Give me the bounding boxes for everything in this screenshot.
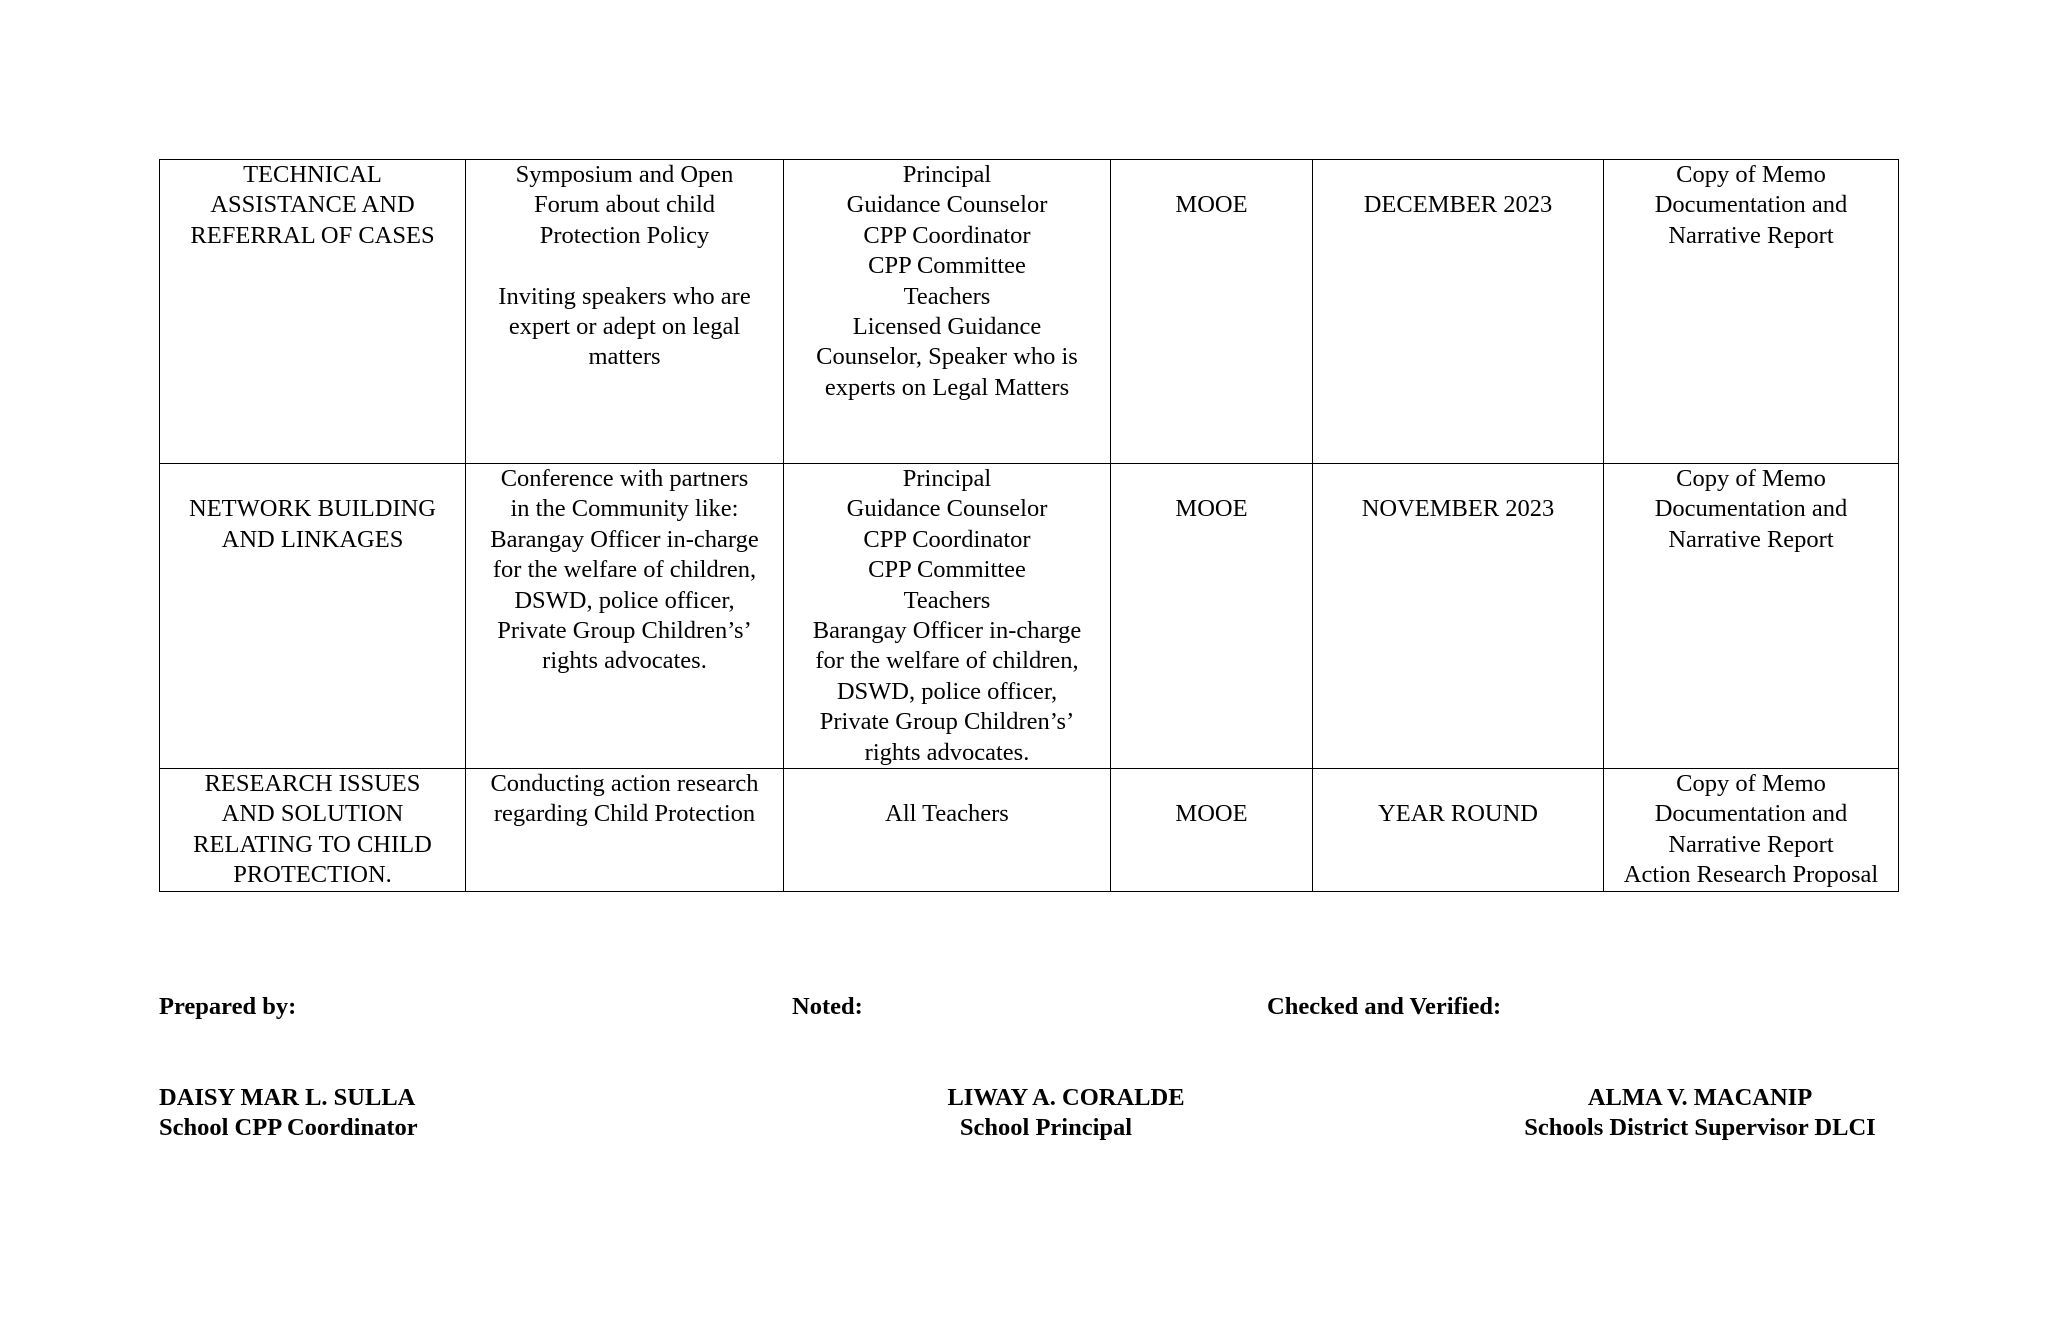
persons-involved-cell: All Teachers — [784, 769, 1111, 892]
signatory-name: DAISY MAR L. SULLA — [159, 1084, 416, 1111]
area-cell: NETWORK BUILDING AND LINKAGES — [160, 464, 466, 769]
signatory-title: School CPP Coordinator — [159, 1114, 418, 1142]
activity-cell: Conducting action research regarding Child Protection — [466, 769, 784, 892]
action-plan-table — [159, 159, 1899, 892]
persons-involved-cell: Principal Guidance Counselor CPP Coordinator CPP Committee Teachers Barangay Officer in-charge for the welfare of children, DSWD, police officer, Private Group Children’s’ rights advocates. — [784, 464, 1111, 769]
area-cell: RESEARCH ISSUES AND SOLUTION RELATING TO CHILD PROTECTION. — [160, 769, 466, 892]
signatory-title: School Principal — [959, 1114, 1133, 1142]
fund-source-cell: MOOE — [1111, 160, 1313, 464]
fund-source-cell: MOOE — [1111, 464, 1313, 769]
timeline-cell: NOVEMBER 2023 — [1313, 464, 1604, 769]
signatory-title: Schools District Supervisor DLCI — [1524, 1114, 1876, 1142]
table-row — [160, 160, 1899, 464]
prepared-by-signatory — [159, 1083, 418, 1144]
means-of-verification-cell: Copy of Memo Documentation and Narrative Report — [1604, 464, 1899, 769]
area-cell: TECHNICAL ASSISTANCE AND REFERRAL OF CASES — [160, 160, 466, 464]
checked-verified-label: Checked and Verified: — [1267, 993, 1502, 1020]
means-of-verification-cell: Copy of Memo Documentation and Narrative Report Action Research Proposal — [1604, 769, 1899, 892]
noted-label: Noted: — [792, 993, 863, 1020]
table-row — [160, 769, 1899, 892]
prepared-by-label: Prepared by: — [159, 993, 297, 1020]
checked-signatory — [1500, 1083, 1900, 1144]
timeline-cell: YEAR ROUND — [1313, 769, 1604, 892]
signatory-name: LIWAY A. CORALDE — [947, 1084, 1185, 1111]
means-of-verification-cell: Copy of Memo Documentation and Narrative Report — [1604, 160, 1899, 464]
activity-cell: Conference with partners in the Community like: Barangay Officer in-charge for the welfare of children, DSWD, police officer, Private Group Children’s’ rights advocates. — [466, 464, 784, 769]
timeline-cell: DECEMBER 2023 — [1313, 160, 1604, 464]
activity-cell: Symposium and Open Forum about child Protection Policy Inviting speakers who are expert or adept on legal matters — [466, 160, 784, 464]
table-row — [160, 464, 1899, 769]
signatory-name: ALMA V. MACANIP — [1587, 1084, 1813, 1111]
persons-involved-cell: Principal Guidance Counselor CPP Coordinator CPP Committee Teachers Licensed Guidance Counselor, Speaker who is experts on Legal Matters — [784, 160, 1111, 464]
noted-signatory — [864, 1083, 1268, 1144]
fund-source-cell: MOOE — [1111, 769, 1313, 892]
